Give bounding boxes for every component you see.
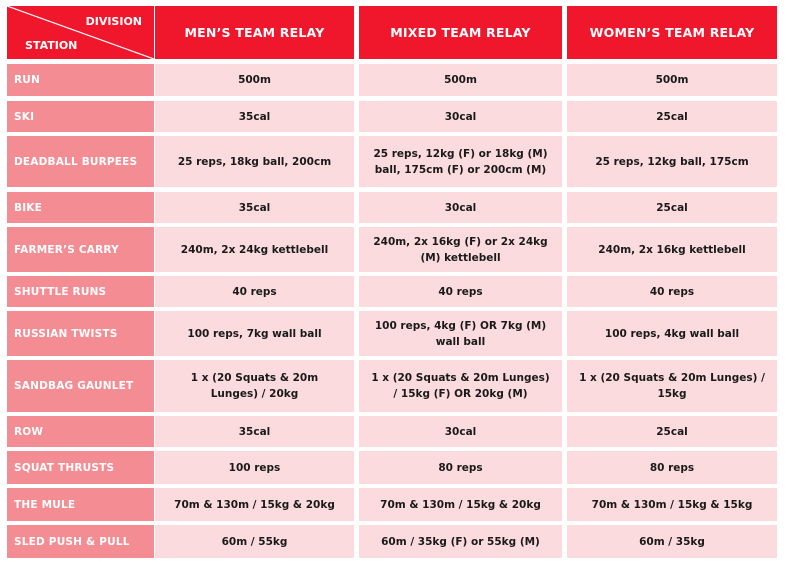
station-russian-twists: RUSSIAN TWISTS	[7, 311, 154, 356]
table-cell: 25 reps, 12kg (F) or 18kg (M) ball, 175cm (F) or 200cm (M)	[359, 136, 562, 187]
station-sled-push-pull: SLED PUSH & PULL	[7, 525, 154, 558]
table-cell: 70m & 130m / 15kg & 20kg	[155, 488, 354, 521]
station-sandbag-gaunlet: SANDBAG GAUNLET	[7, 360, 154, 412]
table-cell: 500m	[567, 64, 777, 96]
table-cell: 70m & 130m / 15kg & 15kg	[567, 488, 777, 521]
table-cell: 80 reps	[359, 451, 562, 484]
table-cell: 25 reps, 12kg ball, 175cm	[567, 136, 777, 187]
station-run: RUN	[7, 64, 154, 96]
table-cell: 1 x (20 Squats & 20m Lunges) / 15kg	[567, 360, 777, 412]
station-farmer-s-carry: FARMER’S CARRY	[7, 227, 154, 272]
station-label: STATION	[25, 39, 78, 52]
table-cell: 70m & 130m / 15kg & 20kg	[359, 488, 562, 521]
table-cell: 35cal	[155, 101, 354, 132]
table-cell: 240m, 2x 16kg kettlebell	[567, 227, 777, 272]
table-cell: 1 x (20 Squats & 20m Lunges) / 20kg	[155, 360, 354, 412]
column-header-men-s-team-relay: MEN’S TEAM RELAY	[155, 6, 354, 59]
table-cell: 1 x (20 Squats & 20m Lunges) / 15kg (F) OR 20kg (M)	[359, 360, 562, 412]
table-cell: 100 reps, 4kg (F) OR 7kg (M) wall ball	[359, 311, 562, 356]
table-cell: 60m / 55kg	[155, 525, 354, 558]
table-cell: 100 reps	[155, 451, 354, 484]
station-squat-thrusts: SQUAT THRUSTS	[7, 451, 154, 484]
division-label: DIVISION	[85, 15, 142, 28]
station-the-mule: THE MULE	[7, 488, 154, 521]
table-cell: 240m, 2x 16kg (F) or 2x 24kg (M) kettlebell	[359, 227, 562, 272]
table-cell: 35cal	[155, 416, 354, 447]
table-cell: 35cal	[155, 192, 354, 223]
corner-header	[7, 6, 154, 59]
station-row: ROW	[7, 416, 154, 447]
table-cell: 25cal	[567, 101, 777, 132]
table-cell: 30cal	[359, 192, 562, 223]
station-bike: BIKE	[7, 192, 154, 223]
table-cell: 25 reps, 18kg ball, 200cm	[155, 136, 354, 187]
table-cell: 240m, 2x 24kg kettlebell	[155, 227, 354, 272]
station-shuttle-runs: SHUTTLE RUNS	[7, 276, 154, 307]
table-cell: 40 reps	[155, 276, 354, 307]
table-cell: 80 reps	[567, 451, 777, 484]
table-cell: 500m	[155, 64, 354, 96]
table-cell: 60m / 35kg (F) or 55kg (M)	[359, 525, 562, 558]
table-cell: 60m / 35kg	[567, 525, 777, 558]
column-header-mixed-team-relay: MIXED TEAM RELAY	[359, 6, 562, 59]
table-cell: 500m	[359, 64, 562, 96]
column-header-women-s-team-relay: WOMEN’S TEAM RELAY	[567, 6, 777, 59]
table-cell: 30cal	[359, 416, 562, 447]
table-cell: 40 reps	[359, 276, 562, 307]
table-cell: 100 reps, 7kg wall ball	[155, 311, 354, 356]
table-cell: 40 reps	[567, 276, 777, 307]
table-cell: 25cal	[567, 416, 777, 447]
table-cell: 25cal	[567, 192, 777, 223]
station-ski: SKI	[7, 101, 154, 132]
table-cell: 30cal	[359, 101, 562, 132]
station-deadball-burpees: DEADBALL BURPEES	[7, 136, 154, 187]
table-cell: 100 reps, 4kg wall ball	[567, 311, 777, 356]
